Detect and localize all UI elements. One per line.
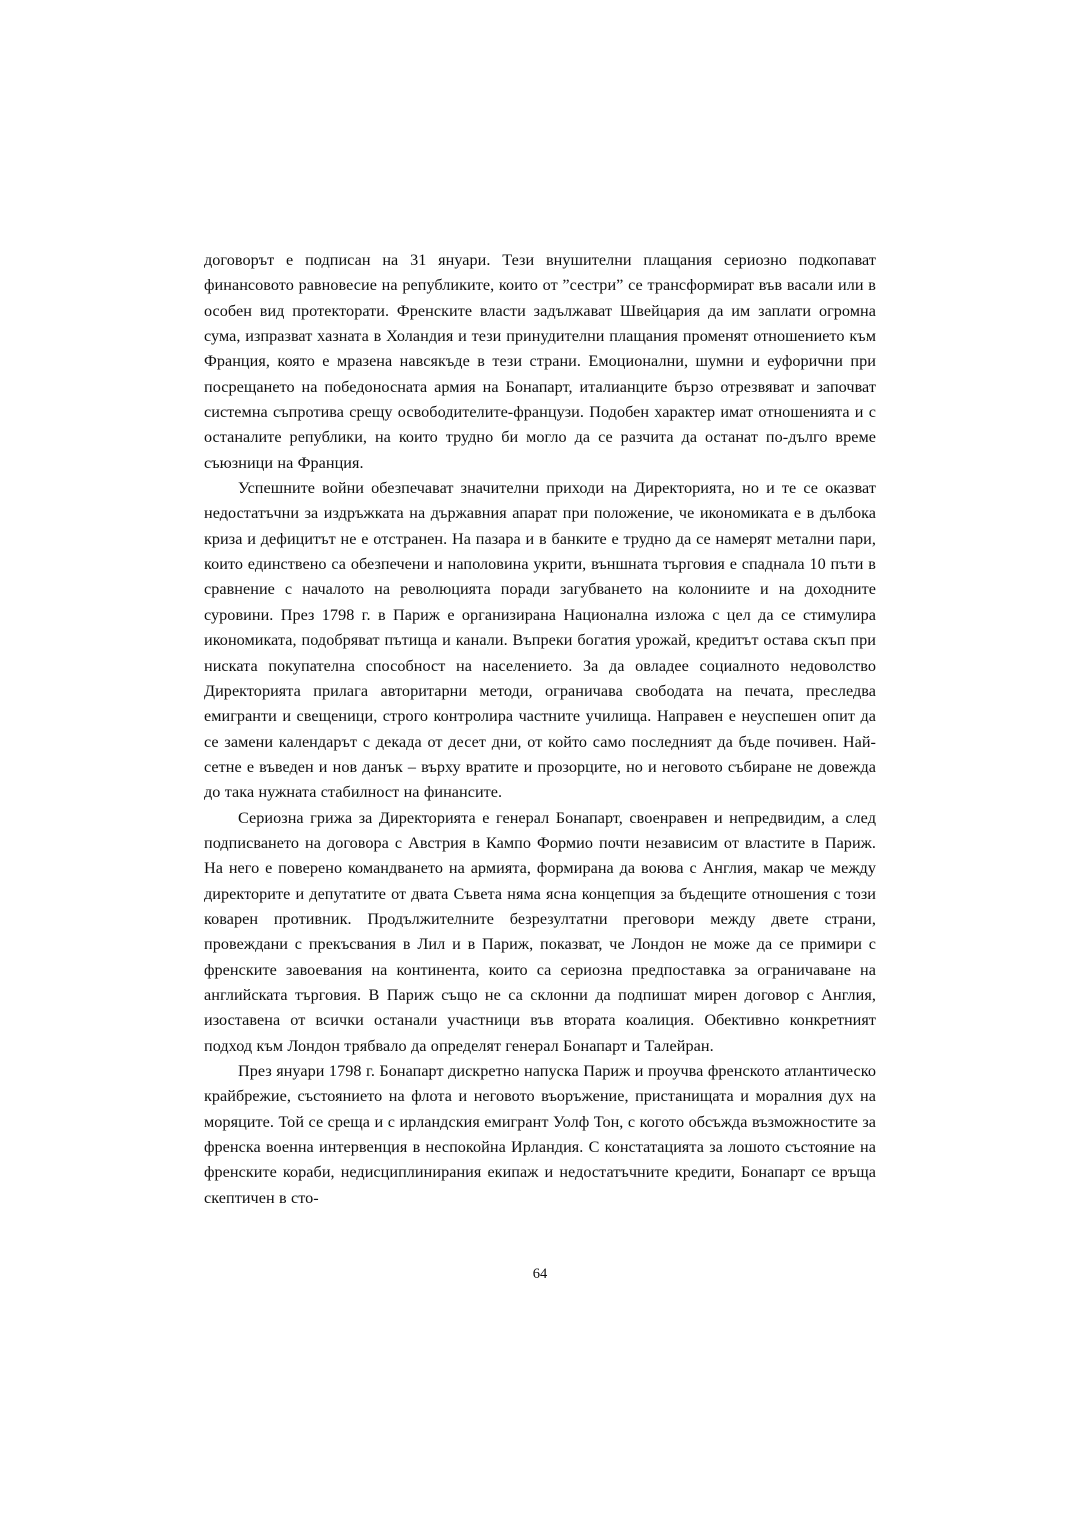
page-number: 64 — [532, 1266, 548, 1282]
paragraph-3: Сериозна грижа за Директорията е генерал Бонапарт, своенравен и непредвидим, а след подписването на договора с Австрия в Кампо Формио почти независим от властите в Париж. На него е поверено командването на армията, формирана да воюва с Англия, макар че между директорите и депутатите от двата Съвета няма ясна концепция за бъдещите отношения с този коварен противник. Продължителните безрезултатни преговори между двете страни, провеждани с прекъсвания в Лил и в Париж, показват, че Лондон не може да се примири с френските завоевания на континента, които са сериозна предпоставка за ограничаване на английската търговия. В Париж също не са склонни да подпишат мирен договор с Англия, изоставена от всички останали участници във втората коалиция. Обективно конкретният подход към Лондон трябвало да определят генерал Бонапарт и Талейран. — [204, 808, 876, 1055]
paragraph-1: договорът е подписан на 31 януари. Тези внушителни плащания сериозно подкопават финансовото равновесие на републиките, които от ”сестри” се трансформират във васали или в особен вид протекторати. Френските власти задължават Швейцария да им заплати огромна сума, изпразват хазната в Холандия и тези принудителни плащания променят отношението към Франция, която е мразена навсякъде в тези страни. Емоционални, шумни и еуфорични при посрещането на победоносната армия на Бонапарт, италианците бързо отрезвяват и започват системна съпротива срещу освободителите-французи. Подобен характер имат отношенията и с останалите републики, на които трудно би могло да се разчита да останат по-дълго време съюзници на Франция. — [204, 251, 876, 472]
body-text-column — [204, 248, 876, 1211]
paragraph-2: Успешните войни обезпечават значителни приходи на Директорията, но и те се оказват недостатъчни за издръжката на държавния апарат при положение, че икономиката е в дълбока криза и дефицитът не е отстранен. На пазара и в банките е трудно да се намерят метални пари, които единствено са обезпечени и наполовина укрити, външната търговия е спаднала 10 пъти в сравнение с началото на революцията поради загубването на колониите и на доходните суровини. През 1798 г. в Париж е организирана Национална изложа с цел да се стимулира икономиката, подобряват пътища и канали. Въпреки богатия урожай, кредитът остава скъп при ниската покупателна способност на населението. За да овладее социалното недоволство Директорията прилага авторитарни методи, ограничава свободата на печата, преследва емигранти и свещеници, строго контролира частните училища. Направен е неуспешен опит да се замени календарът с декада от десет дни, от който само последният да бъде почивен. Най-сетне е въведен и нов данък – върху вратите и прозорците, но и неговото събиране не довежда до така нужната стабилност на финансите. — [204, 479, 876, 802]
paragraph-4: През януари 1798 г. Бонапарт дискретно напуска Париж и проучва френското атлантическо крайбрежие, състоянието на флота и неговото въоръжение, пристанищата и моралния дух на моряците. Той се среща и с ирландския емигрант Уолф Тон, с когото обсъжда възможностите за френска военна интервенция в неспокойна Ирландия. С констатацията за лошото състояние на френските кораби, недисциплинирания екипаж и недостатъчните кредити, Бонапарт се връща скептичен в сто- — [204, 1062, 876, 1207]
